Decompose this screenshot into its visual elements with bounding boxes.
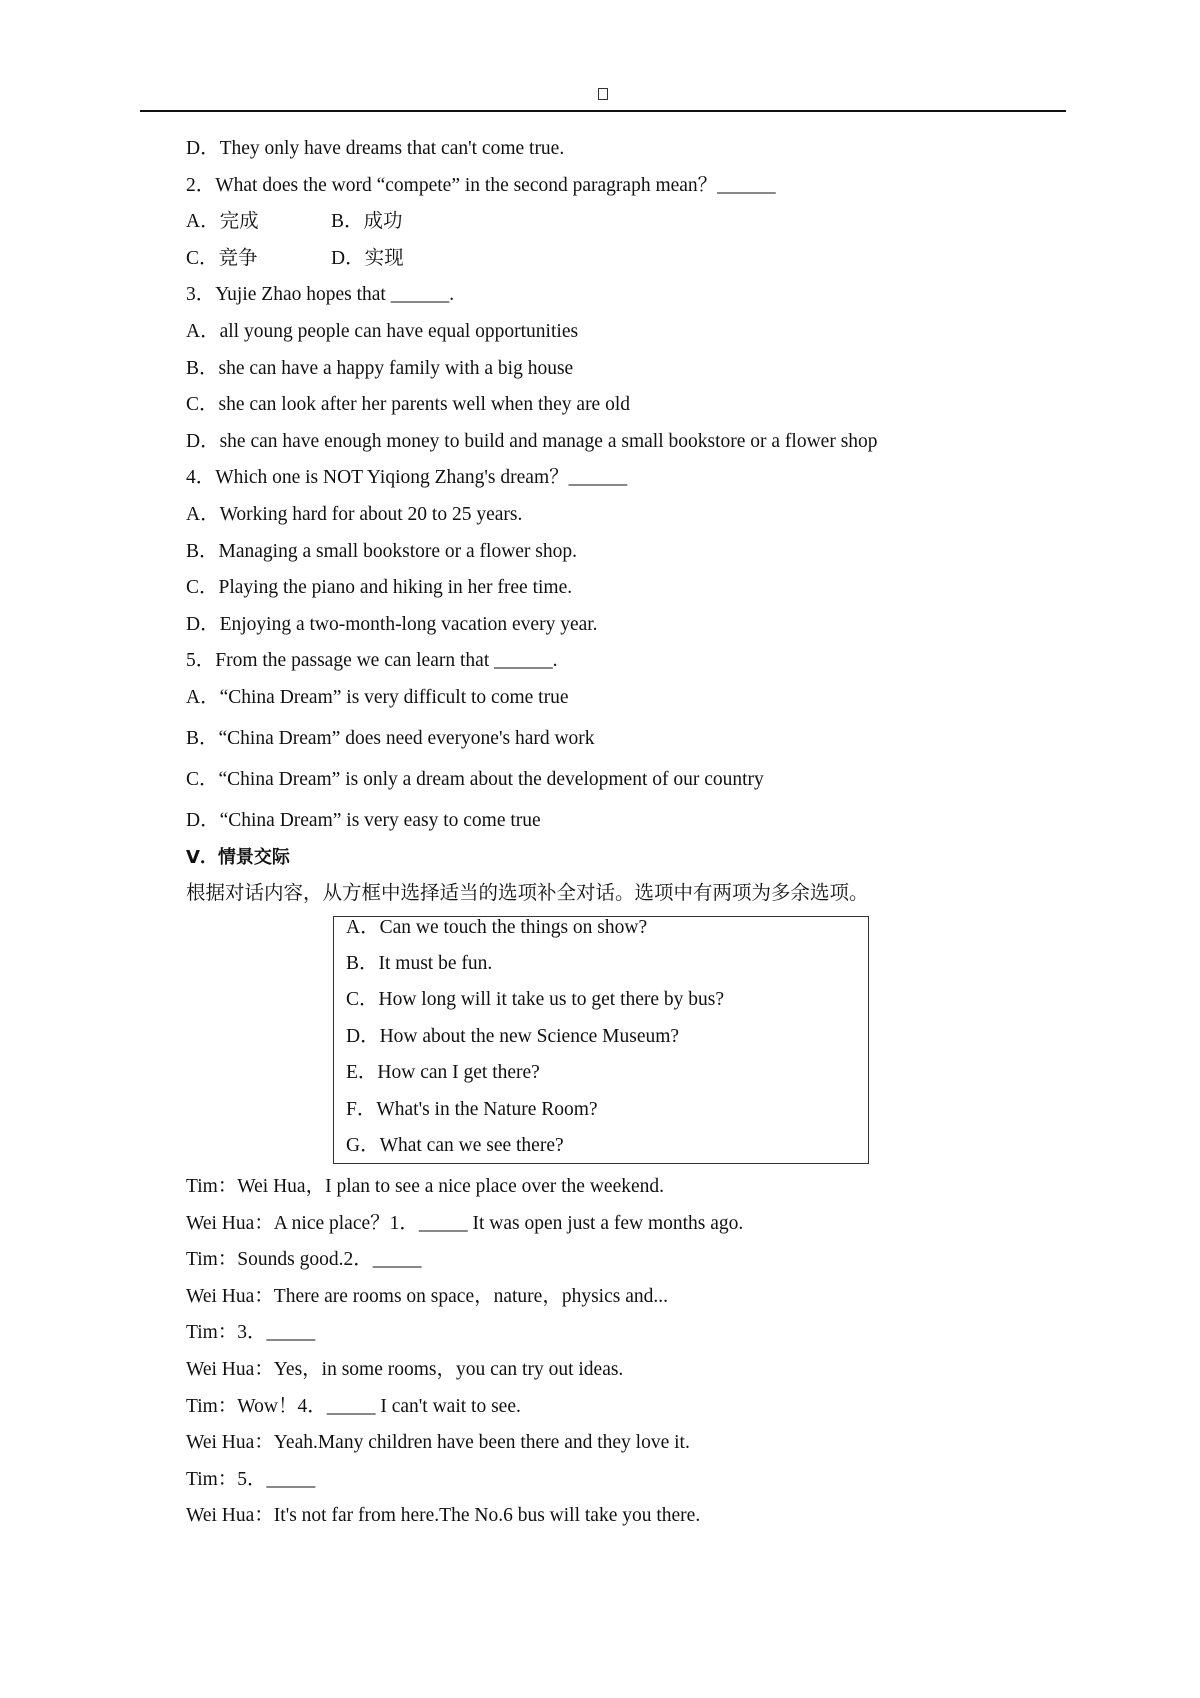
question-5-option-a: A．“China Dream” is very difficult to come true xyxy=(186,686,569,708)
dialogue-line: Tim：Sounds good.2．_____ xyxy=(186,1249,422,1271)
question-2-option-a: A．完成 xyxy=(186,211,259,233)
box-option-d: D．How about the new Science Museum? xyxy=(346,1025,680,1047)
question-2-option-c: C．竞争 xyxy=(186,247,258,269)
box-option-g: G．What can we see there? xyxy=(346,1135,564,1157)
question-4-option-a: A．Working hard for about 20 to 25 years. xyxy=(186,503,523,525)
document-body xyxy=(186,138,1066,1542)
box-option-c: C．How long will it take us to get there by bus? xyxy=(346,989,725,1011)
dialogue-line: Tim：Wow！4．_____ I can't wait to see. xyxy=(186,1395,521,1417)
dialogue-line: Wei Hua：A nice place？1．_____ It was open just a few months ago. xyxy=(186,1212,744,1234)
question-3-stem: 3．Yujie Zhao hopes that ______. xyxy=(186,284,455,306)
question-5-option-d: D．“China Dream” is very easy to come true xyxy=(186,809,541,831)
section-heading: Ⅴ．情景交际 xyxy=(186,846,290,868)
question-4-stem: 4．Which one is NOT Yiqiong Zhang's dream？______ xyxy=(186,467,628,489)
question-2-stem: 2．What does the word “compete” in the second paragraph mean？______ xyxy=(186,174,776,196)
options-box xyxy=(333,916,869,1164)
box-option-f: F．What's in the Nature Room? xyxy=(346,1098,598,1120)
question-3-option-d: D．she can have enough money to build and manage a small bookstore or a flower shop xyxy=(186,430,878,452)
box-option-b: B．It must be fun. xyxy=(346,953,493,975)
question-2-options-ab xyxy=(186,211,1066,233)
dialogue-line: Wei Hua：There are rooms on space，nature，physics and... xyxy=(186,1285,668,1307)
dialogue-line: Tim：5．_____ xyxy=(186,1468,316,1490)
question-2-options-cd xyxy=(186,248,1066,270)
question-3-option-b: B．she can have a happy family with a big house xyxy=(186,357,574,379)
section-instruction: 根据对话内容，从方框中选择适当的选项补全对话。选项中有两项为多余选项。 xyxy=(186,883,869,905)
dialogue-line: Wei Hua：Yes，in some rooms，you can try out ideas. xyxy=(186,1359,624,1380)
box-option-e: E．How can I get there? xyxy=(346,1062,540,1084)
box-option-a: A．Can we touch the things on show? xyxy=(346,916,648,938)
dialogue-line: Wei Hua：It's not far from here.The No.6 bus will take you there. xyxy=(186,1505,701,1527)
question-1-option-d: D．They only have dreams that can't come true. xyxy=(186,138,565,159)
dialogue-line: Wei Hua：Yeah.Many children have been there and they love it. xyxy=(186,1432,690,1454)
header-placeholder-glyph xyxy=(598,88,608,100)
question-5-option-c: C．“China Dream” is only a dream about the development of our country xyxy=(186,768,764,790)
question-2-option-b: B．成功 xyxy=(331,211,403,233)
question-4-option-b: B．Managing a small bookstore or a flower shop. xyxy=(186,540,578,562)
dialogue-line: Tim：Wei Hua，I plan to see a nice place over the weekend. xyxy=(186,1176,665,1198)
question-5-stem: 5．From the passage we can learn that ______. xyxy=(186,650,558,672)
question-3-option-c: C．she can look after her parents well when they are old xyxy=(186,394,631,416)
question-4-option-d: D．Enjoying a two-month-long vacation every year. xyxy=(186,613,598,635)
question-5-option-b: B．“China Dream” does need everyone's hard work xyxy=(186,727,595,749)
question-4-option-c: C．Playing the piano and hiking in her free time. xyxy=(186,577,573,599)
dialogue xyxy=(186,1176,1066,1527)
header-rule xyxy=(140,110,1066,112)
question-2-option-d: D．实现 xyxy=(331,247,404,269)
dialogue-line: Tim：3．_____ xyxy=(186,1322,316,1344)
question-3-option-a: A．all young people can have equal opportunities xyxy=(186,320,579,342)
